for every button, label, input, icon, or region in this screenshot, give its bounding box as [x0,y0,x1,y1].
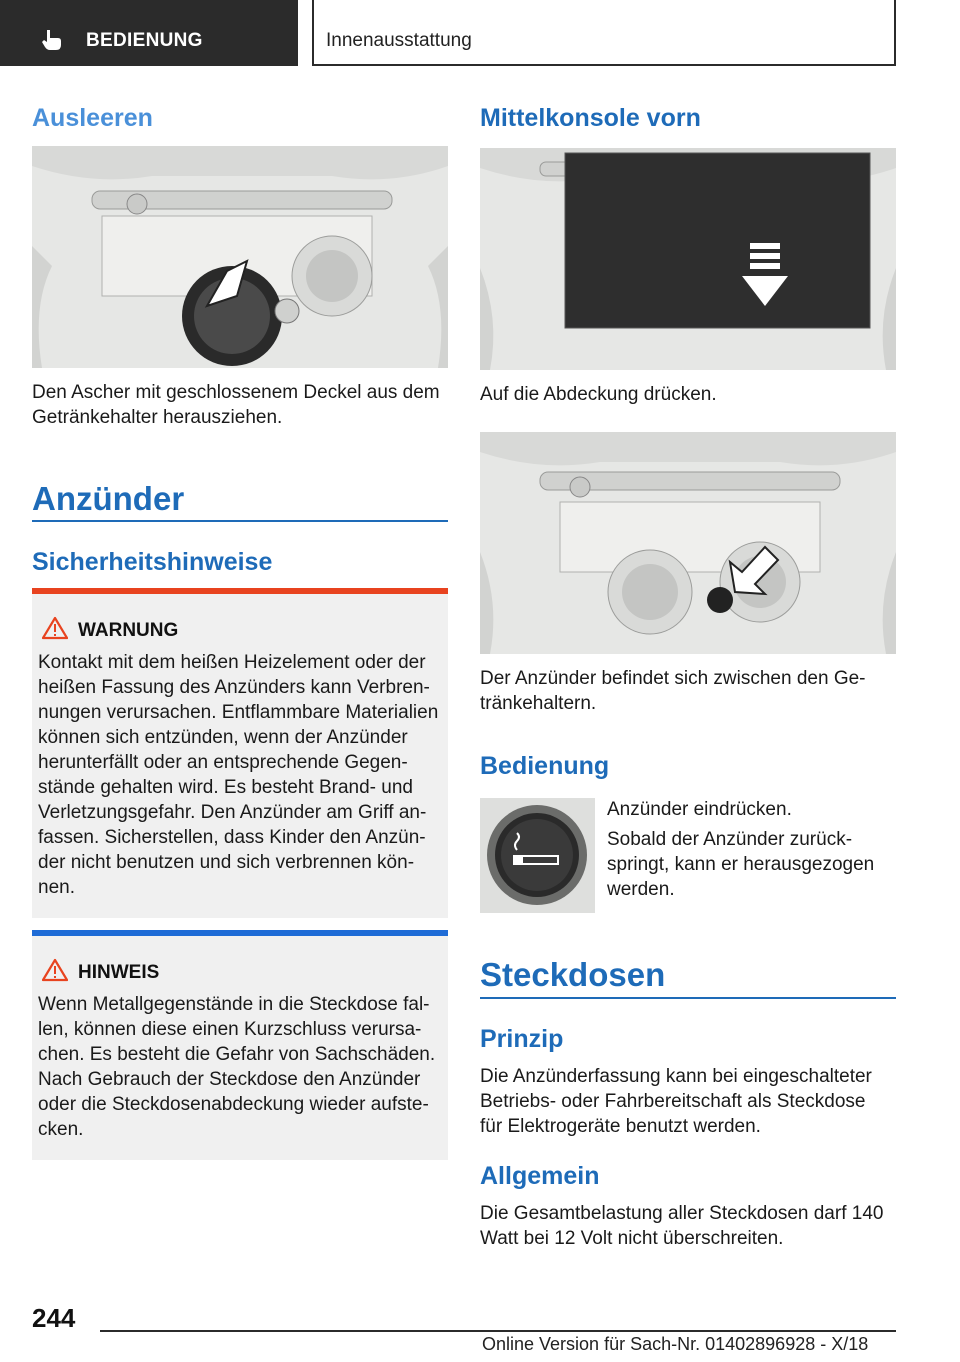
text-anzuender-2: tränkehaltern. [480,693,597,714]
heading-rule [32,520,448,522]
notice-line: Nach Gebrauch der Steckdose den Anzünder [38,1069,421,1090]
notice-triangle-icon [42,958,68,982]
warning-bar [32,588,448,594]
warning-box [32,588,448,918]
section-tab-label: BEDIENUNG [86,30,203,51]
text-abdeckung: Auf die Abdeckung drücken. [480,384,717,405]
notice-line: Wenn Metallgegenstände in die Steckdose fal- [38,994,430,1015]
hand-pointer-icon [40,28,64,52]
text-ausleeren-1: Den Ascher mit geschlossenem Deckel aus dem [32,382,440,403]
heading-bedienung: Bedienung [480,752,610,780]
photo-ashtray-removal [32,146,448,368]
heading-prinzip: Prinzip [480,1025,564,1053]
warning-line: heißen Fassung des Anzünders kann Verbren- [38,677,430,698]
chapter-title: Innenausstattung [326,30,472,51]
warning-line: herunterfällt oder an entsprechende Gegen- [38,752,408,773]
photo-lighter-location [480,432,896,654]
warning-line: nungen verursachen. Entflammbare Materialien [38,702,439,723]
notice-bar [32,930,448,936]
heading-anzuender: Anzünder [32,480,185,517]
text-anzuender-1: Der Anzünder befindet sich zwischen den Ge- [480,668,866,689]
chapter-box [312,0,896,66]
text-prinzip-2: Betriebs- oder Fahrbereitschaft als Steckdose [480,1091,866,1112]
section-tab [0,0,298,66]
heading-ausleeren: Ausleeren [32,104,153,132]
online-version-text: Online Version für Sach-Nr. 01402896928 - X/18 [482,1334,869,1354]
warning-line: Kontakt mit dem heißen Heizelement oder der [38,652,426,673]
cigarette-lighter-icon [480,798,595,913]
text-bedienung-2: Sobald der Anzünder zurück- [607,829,853,850]
footer-rule [100,1330,896,1332]
warning-triangle-icon [42,616,68,640]
text-bedienung-3: springt, kann er herausgezogen [607,854,875,875]
heading-mittelkonsole: Mittelkonsole vorn [480,104,701,132]
page-header [0,0,960,66]
text-bedienung-1: Anzünder eindrücken. [607,799,792,820]
lighter-button-image [480,798,595,913]
warning-title: WARNUNG [78,620,179,641]
warning-line: der nicht benutzen und sich verbrennen kön- [38,852,415,873]
heading-sicherheitshinweise: Sicherheitshinweise [32,548,273,576]
warning-line: fassen. Sicherstellen, dass Kinder den Anzün- [38,827,426,848]
heading-steckdosen: Steckdosen [480,956,666,993]
text-prinzip-3: für Elektrogeräte benutzt werden. [480,1116,761,1137]
notice-title: HINWEIS [78,962,160,983]
text-allgemein-1: Die Gesamtbelastung aller Steckdosen darf 140 [480,1203,884,1224]
photo-console-cover [480,148,896,370]
heading-rule [480,997,896,999]
notice-line: oder die Steckdosenabdeckung wieder aufste- [38,1094,429,1115]
warning-line: können sich entzünden, wenn der Anzünder [38,727,408,748]
heading-allgemein: Allgemein [480,1162,600,1190]
text-prinzip-1: Die Anzünderfassung kann bei eingeschalteter [480,1066,872,1087]
warning-line: Verletzungsgefahr. Den Anzünder am Griff an- [38,802,427,823]
text-bedienung-4: werden. [607,879,675,900]
text-allgemein-2: Watt bei 12 Volt nicht überschreiten. [480,1228,784,1249]
notice-line: chen. Es besteht die Gefahr von Sachschäden. [38,1044,436,1065]
notice-line: len, können diese einen Kurzschluss verursa- [38,1019,422,1040]
page-number: 244 [32,1303,76,1333]
warning-line: nen. [38,877,75,898]
text-ausleeren-2: Getränkehalter herausziehen. [32,407,283,428]
notice-line: cken. [38,1119,84,1140]
warning-line: stände gehalten wird. Es besteht Brand- und [38,777,413,798]
notice-box [32,930,448,1160]
